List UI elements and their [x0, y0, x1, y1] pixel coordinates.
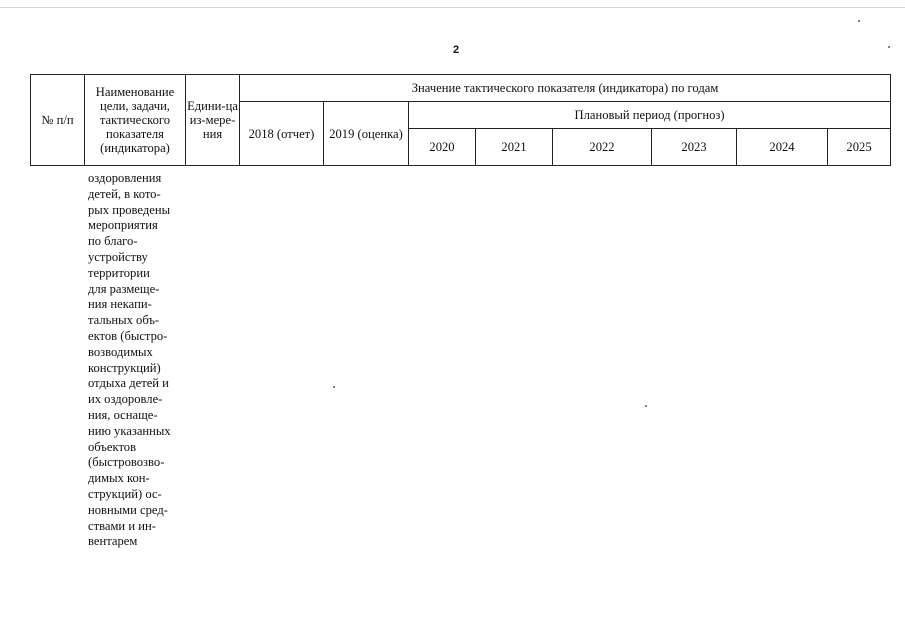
text-line: отдыха детей и — [88, 376, 169, 391]
text-line: ствами и ин- — [88, 518, 156, 533]
column-header-2019: 2019 (оценка) — [324, 102, 409, 166]
text-line: ния, оснаще- — [88, 407, 158, 422]
column-header-year-2020: 2020 — [409, 129, 476, 166]
scan-speck — [888, 46, 890, 48]
text-line: детей, в кото- — [88, 186, 161, 201]
column-header-number: № п/п — [31, 75, 85, 166]
column-header-year-2024: 2024 — [737, 129, 828, 166]
text-line: для размеще- — [88, 281, 160, 296]
text-line: конструкций) — [88, 360, 161, 375]
text-line: тальных объ- — [88, 313, 160, 328]
text-line: их оздоровле- — [88, 392, 163, 407]
column-header-plan-period: Плановый период (прогноз) — [409, 102, 891, 129]
text-line: рых проведены — [88, 202, 171, 217]
text-line: возводимых — [88, 344, 153, 359]
column-header-2018: 2018 (отчет) — [240, 102, 324, 166]
column-header-year-2023: 2023 — [652, 129, 737, 166]
text-line: мероприятия — [88, 218, 158, 233]
column-header-year-2021: 2021 — [476, 129, 553, 166]
text-line: устройству — [88, 249, 148, 264]
column-header-unit: Едини-ца из-мере-ния — [186, 75, 240, 166]
text-line: димых кон- — [88, 471, 150, 486]
text-line: вентарем — [88, 534, 138, 549]
column-header-values-by-year: Значение тактического показателя (индикатора) по годам — [240, 75, 891, 102]
page-number: 2 — [452, 44, 460, 56]
column-header-year-2022: 2022 — [553, 129, 652, 166]
text-line: струкций) ос- — [88, 486, 162, 501]
text-line: нию указанных — [88, 423, 171, 438]
scan-top-edge — [0, 7, 905, 8]
text-line: объектов — [88, 439, 137, 454]
indicator-name-continuation — [88, 171, 186, 550]
text-line: ния некапи- — [88, 297, 152, 312]
text-line: оздоровления — [88, 171, 162, 185]
text-line: (быстровозво- — [88, 455, 165, 470]
column-header-name: Наименование цели, задачи, тактического показателя (индикатора) — [85, 75, 186, 166]
text-line: новными сред- — [88, 502, 168, 517]
text-line: территории — [88, 265, 150, 280]
scan-speck — [333, 386, 335, 388]
scan-speck — [858, 20, 860, 22]
column-header-year-2025: 2025 — [828, 129, 891, 166]
indicator-table-header — [30, 74, 891, 166]
text-line: по благо- — [88, 234, 138, 249]
scan-speck — [645, 405, 647, 407]
text-line: ектов (быстро- — [88, 328, 168, 343]
